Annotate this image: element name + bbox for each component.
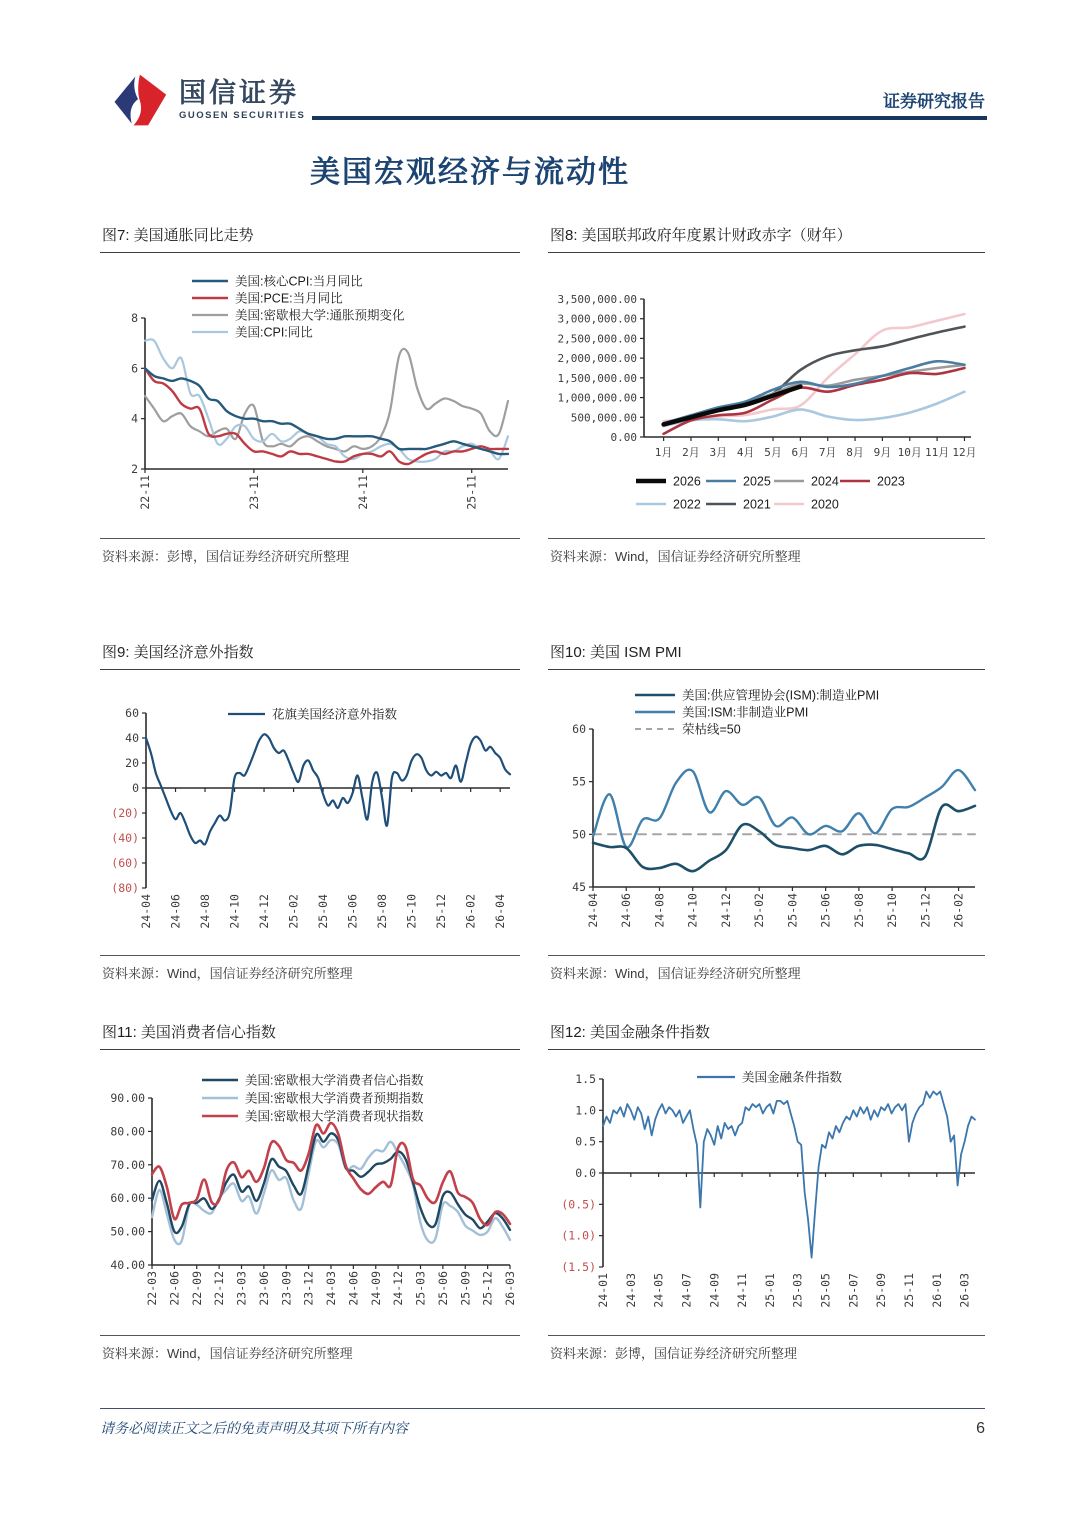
svg-text:24-01: 24-01: [596, 1273, 610, 1308]
header-divider: [312, 116, 987, 120]
svg-text:26-03: 26-03: [503, 1271, 517, 1306]
svg-text:23-12: 23-12: [301, 1271, 316, 1306]
svg-text:美国:供应管理协会(ISM):制造业PMI: 美国:供应管理协会(ISM):制造业PMI: [682, 688, 880, 703]
svg-text:60.00: 60.00: [110, 1191, 145, 1206]
svg-text:50.00: 50.00: [110, 1224, 145, 1239]
svg-text:美国:密歇根大学:通胀预期变化: 美国:密歇根大学:通胀预期变化: [235, 308, 405, 323]
svg-text:25-10: 25-10: [404, 894, 419, 929]
svg-text:26-01: 26-01: [929, 1273, 944, 1308]
svg-text:23-09: 23-09: [279, 1271, 294, 1306]
svg-text:1.0: 1.0: [575, 1103, 596, 1118]
svg-text:0: 0: [132, 781, 139, 795]
figure-9-chart: [100, 673, 520, 953]
svg-text:60: 60: [125, 706, 139, 720]
svg-text:0.5: 0.5: [575, 1134, 596, 1149]
svg-text:24-12: 24-12: [391, 1271, 406, 1306]
svg-text:25-03: 25-03: [790, 1273, 805, 1308]
svg-text:22-06: 22-06: [167, 1271, 182, 1306]
guosen-logo-icon: [110, 70, 168, 130]
svg-text:2021: 2021: [743, 497, 771, 512]
svg-text:1月: 1月: [654, 446, 673, 459]
svg-text:美国:核心CPI:当月同比: 美国:核心CPI:当月同比: [235, 274, 363, 289]
svg-text:荣枯线=50: 荣枯线=50: [682, 722, 741, 737]
svg-text:25-04: 25-04: [316, 894, 331, 929]
svg-text:2020: 2020: [811, 497, 839, 512]
svg-text:25-05: 25-05: [818, 1273, 833, 1308]
svg-text:24-12: 24-12: [718, 893, 733, 928]
svg-text:2025: 2025: [743, 474, 771, 489]
logo-chinese-name: 国信证券: [179, 77, 299, 108]
figure-10-source: 资料来源：Wind，国信证券经济研究所整理: [548, 955, 985, 982]
logo-text: [179, 79, 305, 121]
svg-text:24-12: 24-12: [257, 894, 272, 929]
svg-text:24-05: 24-05: [651, 1273, 666, 1308]
svg-text:25-09: 25-09: [874, 1273, 889, 1308]
figure-10-caption: 图10: 美国 ISM PMI: [548, 641, 985, 670]
svg-text:24-04: 24-04: [139, 894, 153, 929]
svg-text:25-09: 25-09: [458, 1271, 473, 1306]
svg-text:20: 20: [125, 756, 139, 770]
svg-text:(40): (40): [111, 831, 139, 845]
svg-text:美国:ISM:非制造业PMI: 美国:ISM:非制造业PMI: [682, 705, 809, 720]
svg-text:2024: 2024: [811, 474, 839, 489]
figure-9-panel: [100, 641, 520, 982]
svg-text:(0.5): (0.5): [561, 1197, 596, 1212]
figure-8-panel: [548, 224, 985, 565]
figure-11-chart: [100, 1053, 520, 1333]
svg-text:24-10: 24-10: [685, 893, 700, 928]
svg-text:6: 6: [131, 361, 138, 376]
svg-text:25-06: 25-06: [435, 1271, 450, 1306]
logo-english-name: GUOSEN SECURITIES: [179, 110, 306, 122]
svg-text:25-11: 25-11: [901, 1273, 916, 1308]
svg-text:25-02: 25-02: [286, 894, 301, 929]
svg-text:26-02: 26-02: [951, 893, 966, 928]
svg-text:0.00: 0.00: [610, 431, 637, 444]
svg-text:25-02: 25-02: [752, 893, 767, 928]
svg-text:25-01: 25-01: [762, 1273, 777, 1308]
svg-text:2023: 2023: [877, 474, 905, 489]
svg-text:25-08: 25-08: [375, 894, 390, 929]
svg-text:8月: 8月: [846, 446, 864, 459]
figure-12-source: 资料来源：彭博，国信证券经济研究所整理: [548, 1335, 985, 1362]
figure-12-chart: [548, 1053, 985, 1333]
svg-text:26-04: 26-04: [493, 894, 508, 929]
svg-text:45: 45: [572, 880, 586, 894]
svg-text:80.00: 80.00: [110, 1124, 145, 1139]
svg-text:24-03: 24-03: [324, 1271, 338, 1306]
svg-text:22-03: 22-03: [145, 1271, 159, 1306]
svg-text:23-06: 23-06: [256, 1271, 271, 1306]
svg-text:22-11: 22-11: [138, 475, 152, 510]
svg-text:1.5: 1.5: [575, 1072, 596, 1086]
svg-text:24-09: 24-09: [368, 1271, 383, 1306]
svg-text:0.0: 0.0: [575, 1166, 596, 1180]
figure-7-caption: 图7: 美国通胀同比走势: [100, 224, 520, 253]
figure-9-source: 资料来源：Wind，国信证券经济研究所整理: [100, 955, 520, 982]
svg-text:60: 60: [572, 722, 586, 736]
svg-text:25-12: 25-12: [434, 894, 449, 929]
svg-text:24-10: 24-10: [227, 894, 242, 929]
svg-text:22-09: 22-09: [189, 1271, 204, 1306]
svg-text:5月: 5月: [764, 446, 782, 459]
svg-text:10月: 10月: [897, 446, 922, 459]
svg-text:25-10: 25-10: [885, 893, 900, 928]
svg-text:2026: 2026: [673, 474, 701, 489]
svg-text:55: 55: [572, 774, 586, 789]
svg-text:24-11: 24-11: [355, 475, 370, 510]
svg-text:25-11: 25-11: [464, 475, 479, 510]
svg-text:25-07: 25-07: [846, 1273, 861, 1308]
svg-text:2,500,000.00: 2,500,000.00: [557, 332, 637, 346]
svg-text:24-06: 24-06: [346, 1271, 361, 1306]
page-number: 6: [976, 1420, 985, 1437]
svg-text:2: 2: [131, 462, 138, 476]
svg-text:(20): (20): [111, 806, 139, 820]
figure-12-panel: [548, 1021, 985, 1362]
svg-text:26-03: 26-03: [957, 1273, 972, 1308]
svg-text:9月: 9月: [873, 446, 892, 459]
disclaimer-text: 请务必阅读正文之后的免责声明及其项下所有内容: [100, 1420, 408, 1436]
svg-text:25-06: 25-06: [818, 893, 833, 928]
svg-text:24-08: 24-08: [198, 894, 213, 929]
figure-11-panel: [100, 1021, 520, 1362]
figure-8-chart: [548, 256, 985, 536]
svg-text:90.00: 90.00: [110, 1091, 145, 1105]
svg-text:25-12: 25-12: [480, 1271, 495, 1306]
svg-text:500,000.00: 500,000.00: [570, 411, 637, 425]
svg-text:25-06: 25-06: [345, 894, 360, 929]
svg-text:50: 50: [572, 827, 586, 842]
report-type-label: 证券研究报告: [883, 92, 985, 111]
svg-text:美国:密歇根大学消费者预期指数: 美国:密歇根大学消费者预期指数: [245, 1091, 424, 1106]
svg-text:24-06: 24-06: [168, 894, 183, 929]
svg-text:23-03: 23-03: [234, 1271, 249, 1306]
svg-text:24-07: 24-07: [679, 1273, 694, 1308]
svg-text:(1.0): (1.0): [561, 1228, 596, 1243]
svg-text:25-04: 25-04: [785, 893, 800, 928]
svg-text:8: 8: [131, 311, 138, 325]
svg-text:70.00: 70.00: [110, 1157, 145, 1172]
svg-text:花旗美国经济意外指数: 花旗美国经济意外指数: [272, 707, 398, 722]
svg-text:26-02: 26-02: [463, 894, 478, 929]
svg-text:3,000,000.00: 3,000,000.00: [557, 312, 637, 326]
svg-text:2,000,000.00: 2,000,000.00: [557, 352, 637, 366]
svg-text:24-09: 24-09: [707, 1273, 722, 1308]
svg-text:(1.5): (1.5): [561, 1260, 596, 1274]
page-footer: [100, 1408, 985, 1438]
svg-text:23-11: 23-11: [246, 475, 261, 510]
svg-text:24-08: 24-08: [652, 893, 667, 928]
brand-logo: [110, 70, 305, 130]
svg-text:7月: 7月: [818, 446, 837, 459]
page-title: 美国宏观经济与流动性: [310, 156, 630, 189]
svg-text:美国:密歇根大学消费者信心指数: 美国:密歇根大学消费者信心指数: [245, 1073, 424, 1088]
figure-11-caption: 图11: 美国消费者信心指数: [100, 1021, 520, 1050]
svg-text:4月: 4月: [736, 446, 755, 459]
svg-text:(60): (60): [111, 856, 139, 870]
svg-text:24-06: 24-06: [619, 893, 634, 928]
figure-9-caption: 图9: 美国经济意外指数: [100, 641, 520, 670]
svg-text:25-12: 25-12: [918, 893, 933, 928]
svg-text:24-11: 24-11: [735, 1273, 750, 1308]
svg-text:25-03: 25-03: [413, 1271, 428, 1306]
svg-text:美国:PCE:当月同比: 美国:PCE:当月同比: [235, 291, 343, 306]
svg-text:2022: 2022: [673, 497, 701, 512]
svg-text:1,000,000.00: 1,000,000.00: [557, 391, 637, 405]
svg-text:40.00: 40.00: [110, 1258, 145, 1272]
figure-11-source: 资料来源：Wind，国信证券经济研究所整理: [100, 1335, 520, 1362]
svg-text:4: 4: [131, 411, 138, 426]
svg-text:12月: 12月: [952, 446, 977, 459]
figure-7-chart: [100, 256, 520, 536]
svg-text:22-12: 22-12: [212, 1271, 227, 1306]
figure-10-panel: [548, 641, 985, 982]
svg-text:6月: 6月: [791, 446, 810, 459]
figure-8-caption: 图8: 美国联邦政府年度累计财政赤字（财年）: [548, 224, 985, 253]
svg-text:40: 40: [125, 731, 139, 745]
svg-text:2月: 2月: [682, 446, 700, 459]
figure-8-source: 资料来源：Wind，国信证券经济研究所整理: [548, 538, 985, 565]
svg-text:11月: 11月: [924, 446, 950, 459]
figure-7-panel: [100, 224, 520, 565]
svg-text:美国:密歇根大学消费者现状指数: 美国:密歇根大学消费者现状指数: [245, 1109, 424, 1124]
figure-10-chart: [548, 673, 985, 953]
svg-text:25-08: 25-08: [851, 893, 866, 928]
svg-text:3月: 3月: [709, 446, 728, 459]
svg-text:(80): (80): [111, 881, 139, 895]
svg-text:3,500,000.00: 3,500,000.00: [557, 293, 637, 306]
svg-text:24-03: 24-03: [623, 1273, 638, 1308]
figure-12-caption: 图12: 美国金融条件指数: [548, 1021, 985, 1050]
svg-text:美国金融条件指数: 美国金融条件指数: [742, 1070, 843, 1085]
svg-text:1,500,000.00: 1,500,000.00: [557, 371, 637, 385]
svg-text:美国:CPI:同比: 美国:CPI:同比: [235, 325, 313, 340]
figure-7-source: 资料来源：彭博，国信证券经济研究所整理: [100, 538, 520, 565]
svg-text:24-04: 24-04: [586, 893, 600, 928]
